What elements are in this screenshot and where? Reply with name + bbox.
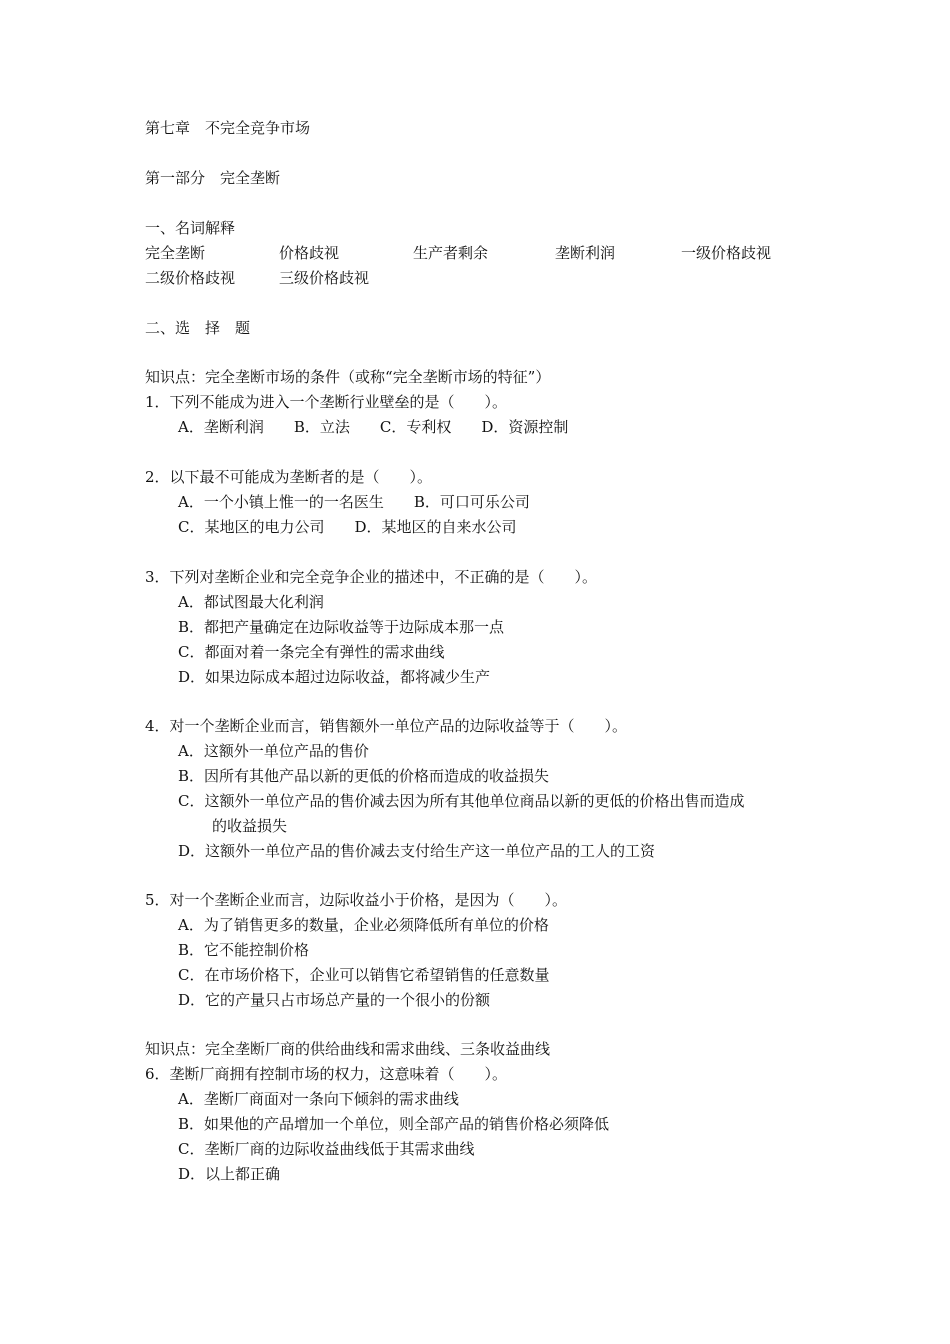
term-item: 生产者剩余 xyxy=(413,244,489,262)
question-options: C．某地区的电力公司 D．某地区的自来水公司 xyxy=(178,518,517,536)
term-item: 价格歧视 xyxy=(279,244,340,262)
knowledge-point: 知识点：完全垄断市场的条件（或称“完全垄断市场的特征”） xyxy=(145,368,551,386)
section-heading-choice: 二、选 择 题 xyxy=(145,319,251,337)
term-item: 垄断利润 xyxy=(555,244,616,262)
question-option: D．它的产量只占市场总产量的一个很小的份额 xyxy=(178,991,491,1009)
question-option: A．都试图最大化利润 xyxy=(178,593,324,611)
question-option-continuation: 的收益损失 xyxy=(212,817,288,835)
question-stem: 5．对一个垄断企业而言，边际收益小于价格，是因为（ ）。 xyxy=(145,891,568,909)
question-option: A．垄断厂商面对一条向下倾斜的需求曲线 xyxy=(178,1090,459,1108)
question-options: A．垄断利润 B．立法 C．专利权 D．资源控制 xyxy=(178,418,569,436)
question-option: D．以上都正确 xyxy=(178,1165,281,1183)
question-option: C．垄断厂商的边际收益曲线低于其需求曲线 xyxy=(178,1140,475,1158)
question-stem: 1．下列不能成为进入一个垄断行业壁垒的是（ ）。 xyxy=(145,393,508,411)
question-option: C．这额外一单位产品的售价减去因为所有其他单位商品以新的更低的价格出售而造成 xyxy=(178,792,745,810)
question-stem: 4．对一个垄断企业而言，销售额外一单位产品的边际收益等于（ ）。 xyxy=(145,717,628,735)
question-option: A．为了销售更多的数量，企业必须降低所有单位的价格 xyxy=(178,916,549,934)
question-option: B．都把产量确定在边际收益等于边际成本那一点 xyxy=(178,618,505,636)
question-option: D．如果边际成本超过边际收益，都将减少生产 xyxy=(178,668,491,686)
term-item: 三级价格歧视 xyxy=(279,269,370,287)
question-stem: 2．以下最不可能成为垄断者的是（ ）。 xyxy=(145,468,433,486)
question-option: A．这额外一单位产品的售价 xyxy=(178,742,369,760)
question-option: C．在市场价格下，企业可以销售它希望销售的任意数量 xyxy=(178,966,550,984)
question-options: A．一个小镇上惟一的一名医生 B．可口可乐公司 xyxy=(178,493,530,511)
knowledge-point: 知识点：完全垄断厂商的供给曲线和需求曲线、三条收益曲线 xyxy=(145,1040,551,1058)
question-option: B．它不能控制价格 xyxy=(178,941,310,959)
term-item: 完全垄断 xyxy=(145,244,206,262)
part-title: 第一部分 完全垄断 xyxy=(145,169,281,187)
section-heading-terms: 一、名词解释 xyxy=(145,219,236,237)
question-option: D．这额外一单位产品的售价减去支付给生产这一单位产品的工人的工资 xyxy=(178,842,656,860)
term-item: 一级价格歧视 xyxy=(681,244,772,262)
question-option: B．如果他的产品增加一个单位，则全部产品的销售价格必须降低 xyxy=(178,1115,610,1133)
term-item: 二级价格歧视 xyxy=(145,269,236,287)
chapter-title: 第七章 不完全竞争市场 xyxy=(145,119,311,137)
question-stem: 3．下列对垄断企业和完全竞争企业的描述中，不正确的是（ ）。 xyxy=(145,568,598,586)
question-option: C．都面对着一条完全有弹性的需求曲线 xyxy=(178,643,445,661)
question-option: B．因所有其他产品以新的更低的价格而造成的收益损失 xyxy=(178,767,550,785)
question-stem: 6．垄断厂商拥有控制市场的权力，这意味着（ ）。 xyxy=(145,1065,508,1083)
